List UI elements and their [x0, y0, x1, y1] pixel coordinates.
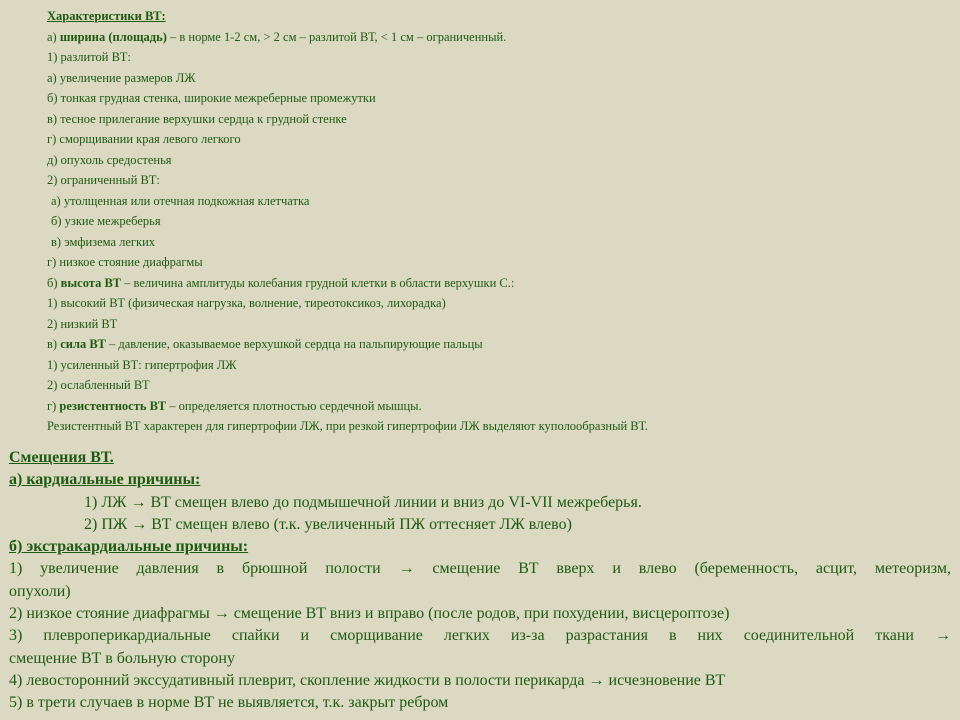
list-item: 1) увеличение давления в брюшной полости → смещение ВТ вверх и влево (беременность, асцит, метеоризм,: [9, 560, 951, 578]
item-label: г): [47, 398, 60, 413]
item-label: в): [47, 337, 61, 351]
force-term: сила ВТ: [60, 337, 106, 351]
width-line: [47, 27, 947, 48]
list-item-continuation: опухоли): [9, 582, 71, 600]
resistance-term: резистентность ВТ: [59, 398, 167, 413]
list-item: 3) плевроперикардиальные спайки и сморщивание легких из-за разрастания в них соединительной ткани →: [9, 627, 951, 645]
force-line: [47, 334, 947, 355]
list-item: а) утолщенная или отечная подкожная клетчатка: [51, 193, 310, 208]
list-item: 2) ПЖ → ВТ смещен влево (т.к. увеличенный ПЖ оттесняет ЛЖ влево): [84, 515, 572, 533]
width-term: ширина (площадь): [59, 29, 167, 44]
apex-beat-displacement: [9, 447, 951, 715]
cardiac-causes-title: а) кардиальные причины:: [9, 471, 201, 489]
resistance-definition: – определяется плотностью сердечной мышцы.: [166, 398, 422, 413]
extracardiac-causes-title: б) экстракардиальные причины:: [9, 538, 249, 556]
section-heading: Характеристики ВТ:: [47, 9, 166, 23]
list-item: 1) ЛЖ → ВТ смещен влево до подмышечной линии и вниз до VI-VII межреберья.: [84, 493, 642, 511]
list-item: б) узкие межреберья: [51, 214, 161, 228]
list-item: в) эмфизема легких: [51, 234, 156, 249]
item-label: а): [47, 29, 60, 44]
limited-title: 2) ограниченный ВТ:: [47, 173, 160, 187]
list-item: а) увеличение размеров ЛЖ: [47, 70, 196, 85]
width-definition: – в норме 1-2 см, > 2 см – разлитой ВТ, < 1 см – ограниченный.: [166, 29, 507, 44]
force-definition: – давление, оказываемое верхушкой сердца на пальпирующие пальцы: [105, 337, 483, 351]
diffuse-title: 1) разлитой ВТ:: [47, 50, 131, 64]
resistance-line: [47, 396, 947, 417]
list-item: 5) в трети случаев в норме ВТ не выявляется, т.к. закрыт ребром: [9, 694, 449, 712]
list-item: 1) высокий ВТ (физическая нагрузка, волнение, тиреотоксикоз, лихорадка): [47, 296, 446, 310]
list-item: г) сморщивании края левого легкого: [47, 132, 241, 146]
list-item: 4) левосторонний экссудативный плеврит, скопление жидкости в полости перикарда → исчезновение ВТ: [9, 671, 726, 689]
list-item: 2) ослабленный ВТ: [47, 378, 150, 392]
list-item-continuation: смещение ВТ в больную сторону: [9, 649, 235, 667]
height-definition: – величина амплитуды колебания грудной клетки в области верхушки С.:: [120, 275, 515, 290]
list-item: 1) усиленный ВТ: гипертрофия ЛЖ: [47, 357, 237, 372]
list-item: д) опухоль средостенья: [47, 152, 172, 167]
list-item: б) тонкая грудная стенка, широкие межреберные промежутки: [47, 91, 376, 105]
apex-beat-characteristics: [47, 6, 947, 437]
height-term: высота ВТ: [60, 275, 121, 290]
resistant-note: Резистентный ВТ характерен для гипертрофии ЛЖ, при резкой гипертрофии ЛЖ выделяют куполообразный ВТ.: [47, 419, 648, 433]
displacement-title: Смещения ВТ.: [9, 449, 114, 466]
list-item: г) низкое стояние диафрагмы: [47, 255, 203, 269]
list-item: в) тесное прилегание верхушки сердца к грудной стенке: [47, 111, 347, 126]
item-label: б): [47, 275, 61, 290]
height-line: [47, 273, 947, 294]
list-item: 2) низкое стояние диафрагмы → смещение ВТ вниз и вправо (после родов, при похудении, висцероптозе): [9, 605, 730, 623]
list-item: 2) низкий ВТ: [47, 316, 118, 331]
